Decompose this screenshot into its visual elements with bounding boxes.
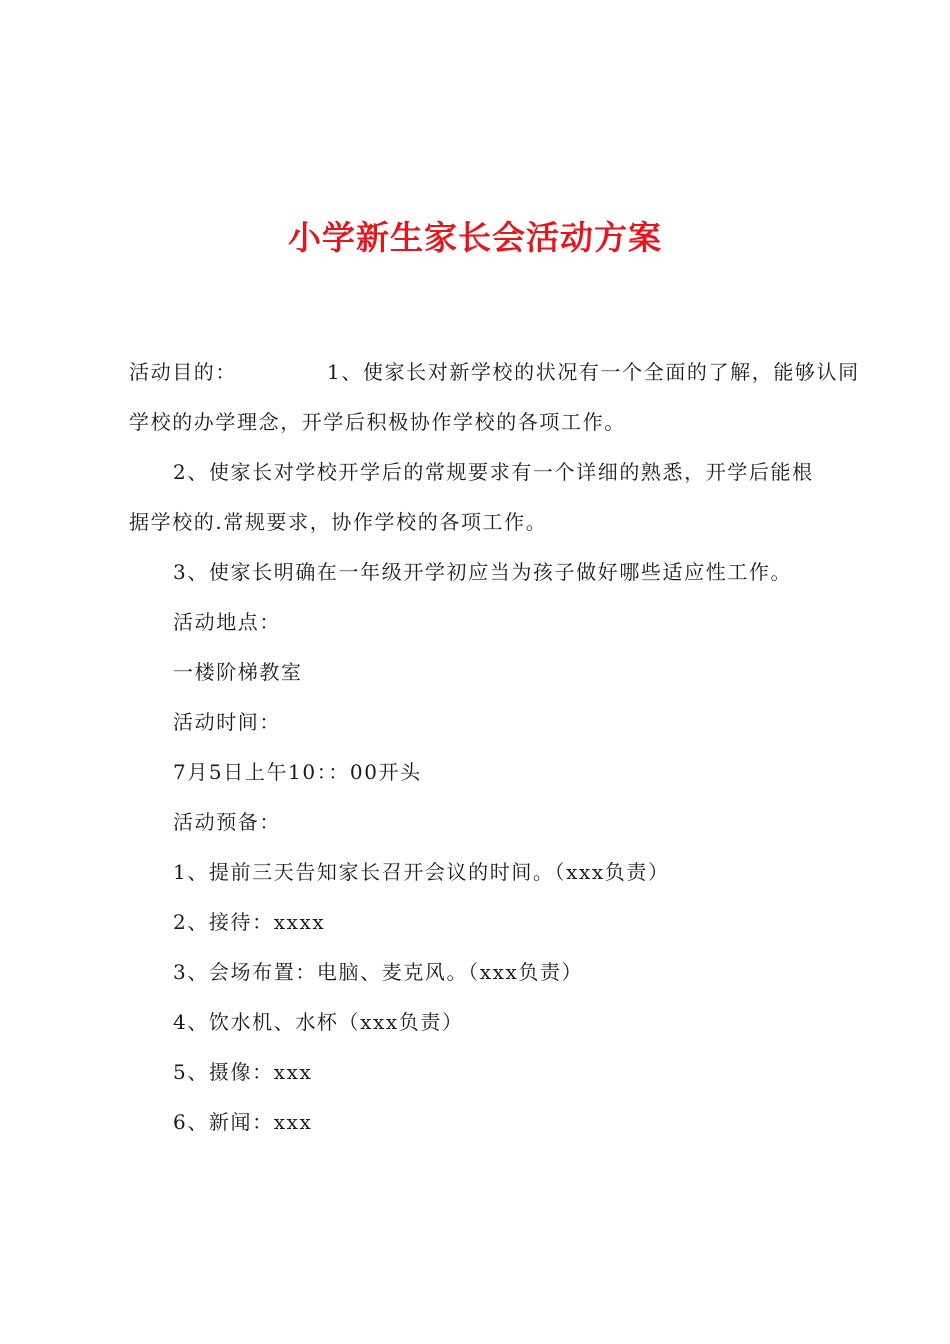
prep-item: 1、提前三天告知家长召开会议的时间。（xxx负责） xyxy=(173,860,670,884)
purpose-item-1-part-1: 1、使家长对新学校的状况有一个全面的了解，能够认同 xyxy=(327,360,860,384)
purpose-label: 活动目的： xyxy=(129,360,237,384)
purpose-item-3: 3、使家长明确在一年级开学初应当为孩子做好哪些适应性工作。 xyxy=(173,560,793,584)
purpose-item-1-part-2: 学校的办学理念，开学后积极协作学校的各项工作。 xyxy=(129,410,626,434)
purpose-item-2-part-2: 据学校的.常规要求，协作学校的各项工作。 xyxy=(129,510,548,534)
purpose-item-2-part-1: 2、使家长对学校开学后的常规要求有一个详细的熟悉，开学后能根 xyxy=(173,460,814,484)
purpose-line-1 xyxy=(129,347,860,397)
prep-item: 3、会场布置：电脑、麦克风。（xxx负责） xyxy=(173,960,584,984)
document-body xyxy=(129,347,860,1147)
location-label: 活动地点： xyxy=(173,610,281,634)
time-label: 活动时间： xyxy=(173,710,281,734)
document-title: 小学新生家长会活动方案 xyxy=(288,218,662,257)
location-value: 一楼阶梯教室 xyxy=(173,660,303,684)
time-value: 7月5日上午10：：00开头 xyxy=(173,760,422,784)
prep-item: 4、饮水机、水杯（xxx负责） xyxy=(173,1010,464,1034)
prep-item: 2、接待：xxxx xyxy=(173,910,326,934)
prep-label: 活动预备： xyxy=(173,810,281,834)
prep-item: 6、新闻：xxx xyxy=(173,1110,313,1134)
prep-item: 5、摄像：xxx xyxy=(173,1060,313,1084)
